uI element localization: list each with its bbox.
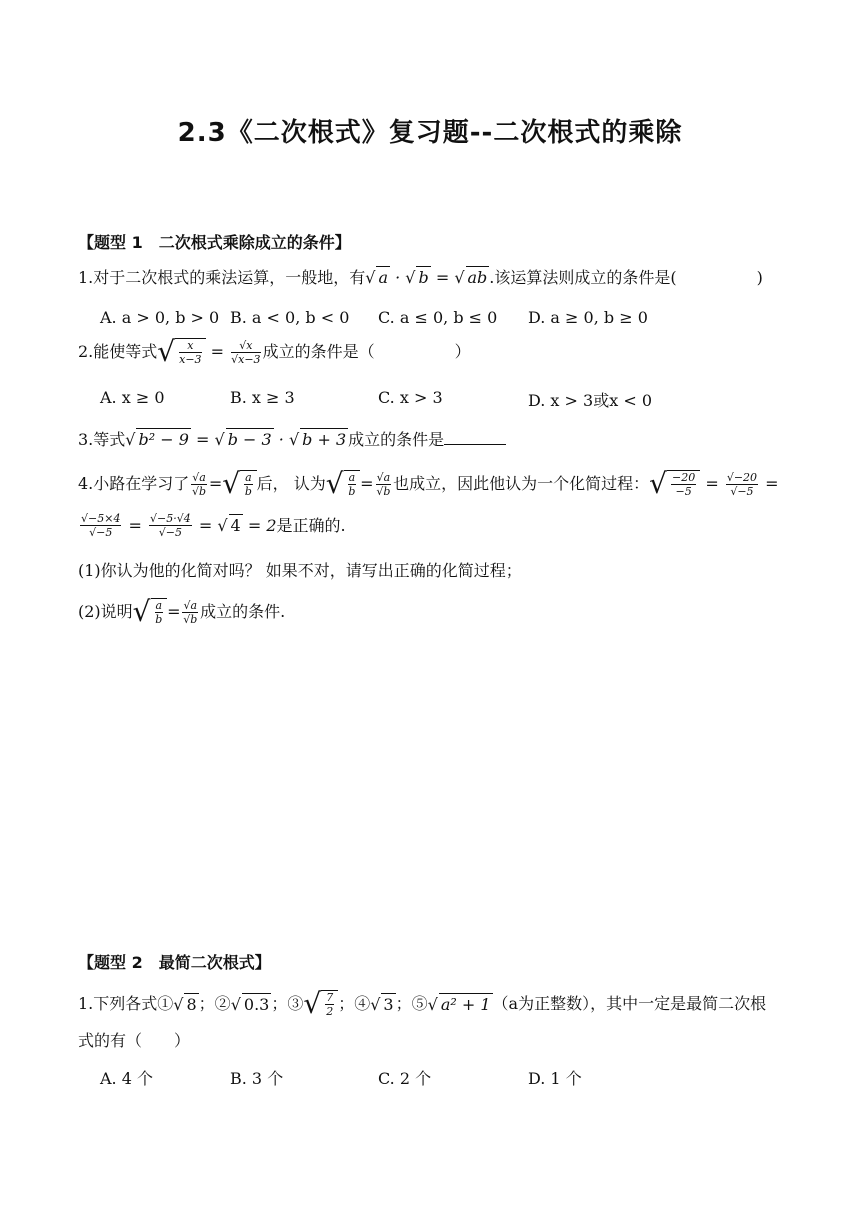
question-1-2: 2.能使等式 √ $\frac{x}{x-3}$ = $\frac{√x}{√x-3}$ 成立的条件是（ ） [78,335,471,368]
question-1-4-prefix: 4.小路在学习了 [78,474,190,493]
question-1-4-end: 是正确的. [276,515,346,535]
question-1-4-sub2-prefix: (2)说明 [78,602,133,621]
question-1-4-sub2: (2)说明 √ $\frac{a}{b}$ = $\frac{√a}{√b}$ 成立的条件. [78,595,286,628]
question-1-4-sub1: (1)你认为他的化简对吗？ 如果不对，请写出正确的化简过程； [78,561,522,580]
question-1-4-line2: $\frac{√-5\times 4}{√-5}$ = $\frac{√-5\cdot√4}{√-5}$ = √ 4 = 2 是正确的. [81,512,346,539]
q2-1-option-d: D. 1 个 [528,1069,582,1088]
question-1-2-suffix: 成立的条件是（ ） [262,342,471,361]
formula-sqrt-b2-9: √ b² − 9 = √ b − 3 · √ b + 3 [125,430,347,449]
section-1-header: 【题型 1 二次根式乘除成立的条件】 [78,233,351,252]
q2-1-option-c: C. 2 个 [378,1069,432,1088]
q1-option-d: D. a ≥ 0, b ≥ 0 [528,308,648,327]
q2-1-option-b: B. 3 个 [230,1069,284,1088]
question-1-3 [78,428,506,451]
question-2-1-prefix: 1.下列各式① [78,994,174,1013]
question-1-1-suffix: .该运算法则成立的条件是( ) [489,268,763,287]
question-2-1-line2: 式的有（ ） [78,1031,191,1050]
question-1-1 [78,266,763,289]
question-1-1-prefix: 1.对于二次根式的乘法运算，一般地，有 [78,268,366,287]
question-1-4-mid1: 后， 认为 [256,474,326,493]
formula-sqrt-product: √ a · √ b = √ ab [365,268,488,287]
answer-blank [444,430,506,445]
formula-sqrt-fraction: √ $\frac{x}{x-3}$ [157,338,205,366]
q1-option-a: A. a > 0, b > 0 [100,308,220,327]
q2-option-d: D. x > 3或x < 0 [528,391,652,410]
section-2-header: 【题型 2 最简二次根式】 [78,953,271,972]
page-title: 2.3《二次根式》复习题--二次根式的乘除 [177,118,683,148]
question-1-4-sub2-suffix: 成立的条件. [200,602,286,621]
q2-1-option-a: A. 4 个 [100,1069,153,1088]
question-1-3-suffix: 成立的条件是 [348,430,445,449]
q2-option-c: C. x > 3 [378,388,443,407]
question-1-2-prefix: 2.能使等式 [78,342,158,361]
q1-option-b: B. a < 0, b < 0 [230,308,350,327]
question-1-4: 4.小路在学习了 $\frac{√a}{√b}$ = √ $\frac{a}{b}$ 后， 认为 √ $\frac{a}{b}$ = $\frac{√a}{√b}$ 也成立，因此他认为一个化简过程： √ $\frac{-20}{-5}$ = $\frac{√-20}{√-5}$ = [78,467,779,500]
formula-fraction-of-sqrts: $\frac{√x}{√x-3}$ [231,338,261,366]
question-2-1: 1.下列各式① √ 8 ；② √ 0.3 ；③ √ $\frac{7}{2}$ ；④ √ 3 ；⑤ √ a² + 1 （a为正整数），其中一定是最简二次根 [78,987,767,1020]
question-2-1-note: （a为正整数），其中一定是最简二次根 [492,994,767,1013]
q1-option-c: C. a ≤ 0, b ≤ 0 [378,308,498,327]
q2-option-b: B. x ≥ 3 [230,388,295,407]
question-1-4-mid2: 也成立，因此他认为一个化简过程： [393,474,650,493]
q2-option-a: A. x ≥ 0 [100,388,165,407]
question-1-3-prefix: 3.等式 [78,430,126,449]
